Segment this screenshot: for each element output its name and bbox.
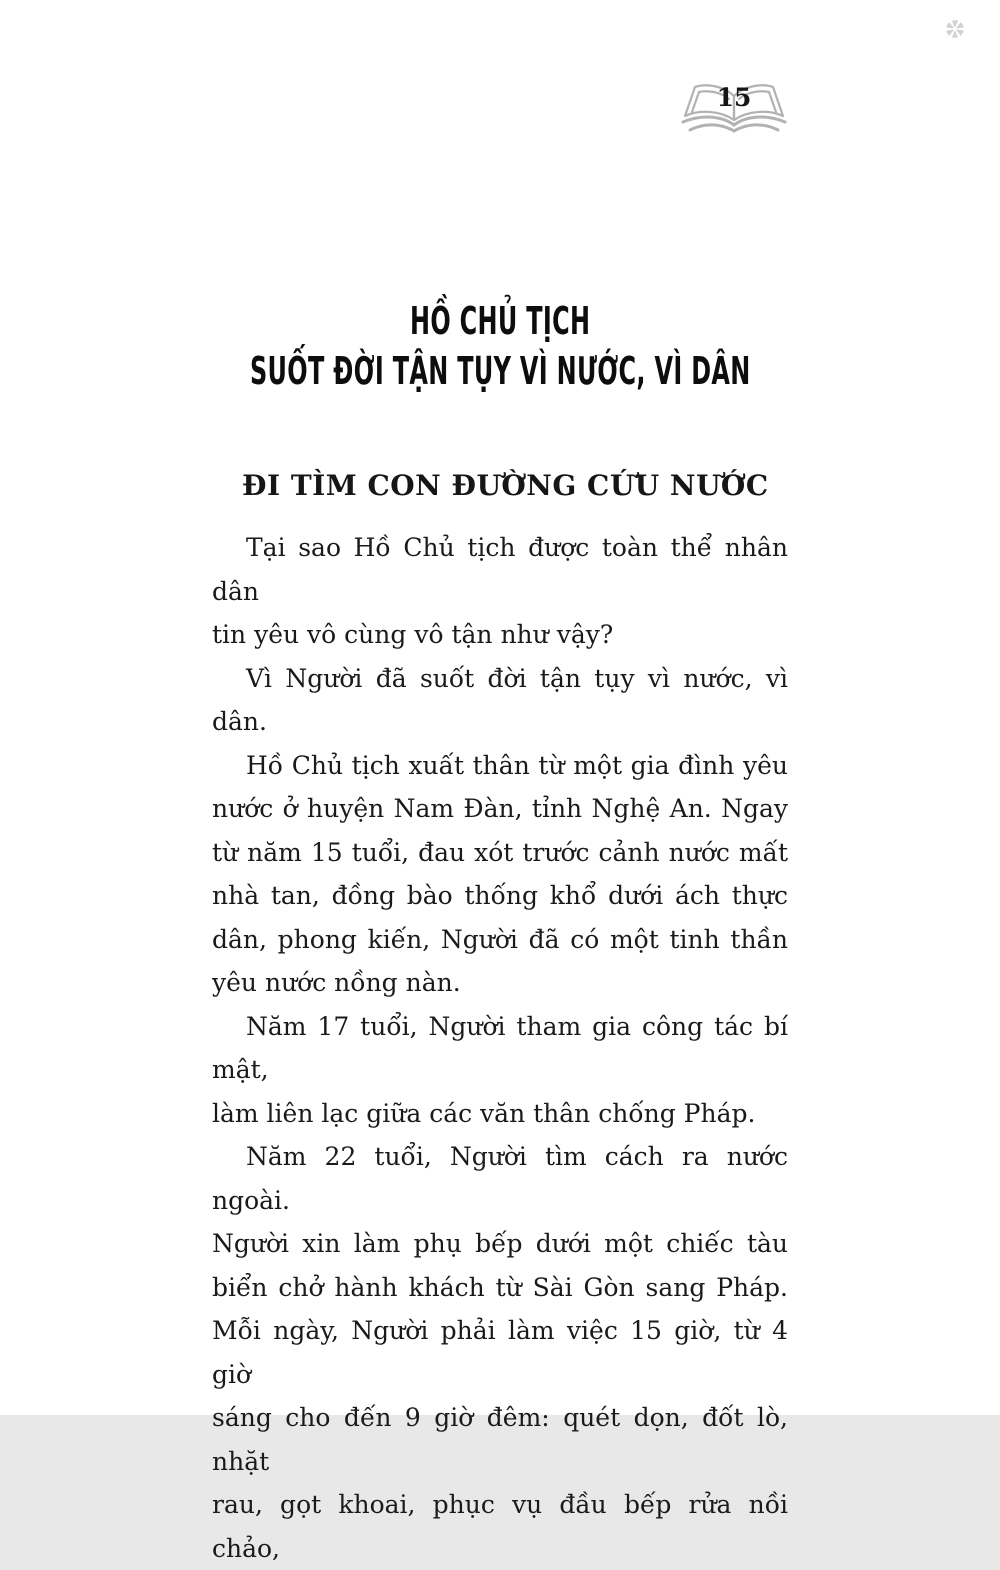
paragraph	[212, 657, 788, 744]
body-text	[212, 526, 788, 1570]
text-line: nhà tan, đồng bào thống khổ dưới ách thực	[212, 881, 788, 910]
text-line: Năm 17 tuổi, Người tham gia công tác bí mật,	[212, 1011, 788, 1084]
text-line: rau, gọt khoai, phục vụ đầu bếp rửa nồi chảo,	[212, 1490, 788, 1563]
text-line: làm liên lạc giữa các văn thân chống Pháp.	[212, 1098, 756, 1128]
paragraph	[212, 526, 788, 657]
text-line: dân, phong kiến, Người đã có một tinh thần	[212, 924, 788, 954]
section-heading: ĐI TÌM CON ĐƯỜNG CỨU NƯỚC	[242, 469, 769, 502]
text-line: Tại sao Hồ Chủ tịch được toàn thể nhân dân	[212, 533, 788, 606]
text-line: biển chở hành khách từ Sài Gòn sang Pháp.	[212, 1272, 788, 1302]
text-line: nước ở huyện Nam Đàn, tỉnh Nghệ An. Ngay	[212, 794, 788, 823]
paragraph	[212, 1005, 788, 1136]
page-number: 15	[716, 83, 752, 112]
text-line: Vì Người đã suốt đời tận tụy vì nước, vì dân.	[212, 663, 788, 736]
text-line: tin yêu vô cùng vô tận như vậy?	[212, 620, 614, 649]
text-line: từ năm 15 tuổi, đau xót trước cảnh nước mất	[212, 837, 788, 867]
text-line: Hồ Chủ tịch xuất thân từ một gia đình yêu	[246, 750, 788, 780]
text-line: sáng cho đến 9 giờ đêm: quét dọn, đốt lò, nhặt	[212, 1403, 788, 1476]
flower-ornament-icon	[942, 16, 968, 42]
text-line: Mỗi ngày, Người phải làm việc 15 giờ, từ 4 giờ	[212, 1316, 788, 1389]
chapter-title-line1: HỒ CHỦ TỊCH	[409, 299, 591, 343]
page-number-badge	[676, 80, 792, 134]
paragraph	[212, 1135, 788, 1570]
chapter-title	[0, 296, 1000, 396]
paragraph	[212, 744, 788, 1005]
text-line: yêu nước nồng nàn.	[212, 968, 461, 997]
text-line: Người xin làm phụ bếp dưới một chiếc tàu	[212, 1229, 788, 1258]
text-line: Năm 22 tuổi, Người tìm cách ra nước ngoài.	[212, 1142, 788, 1215]
chapter-title-line2: SUỐT ĐỜI TẬN TỤY VÌ NƯỚC, VÌ DÂN	[249, 349, 751, 393]
